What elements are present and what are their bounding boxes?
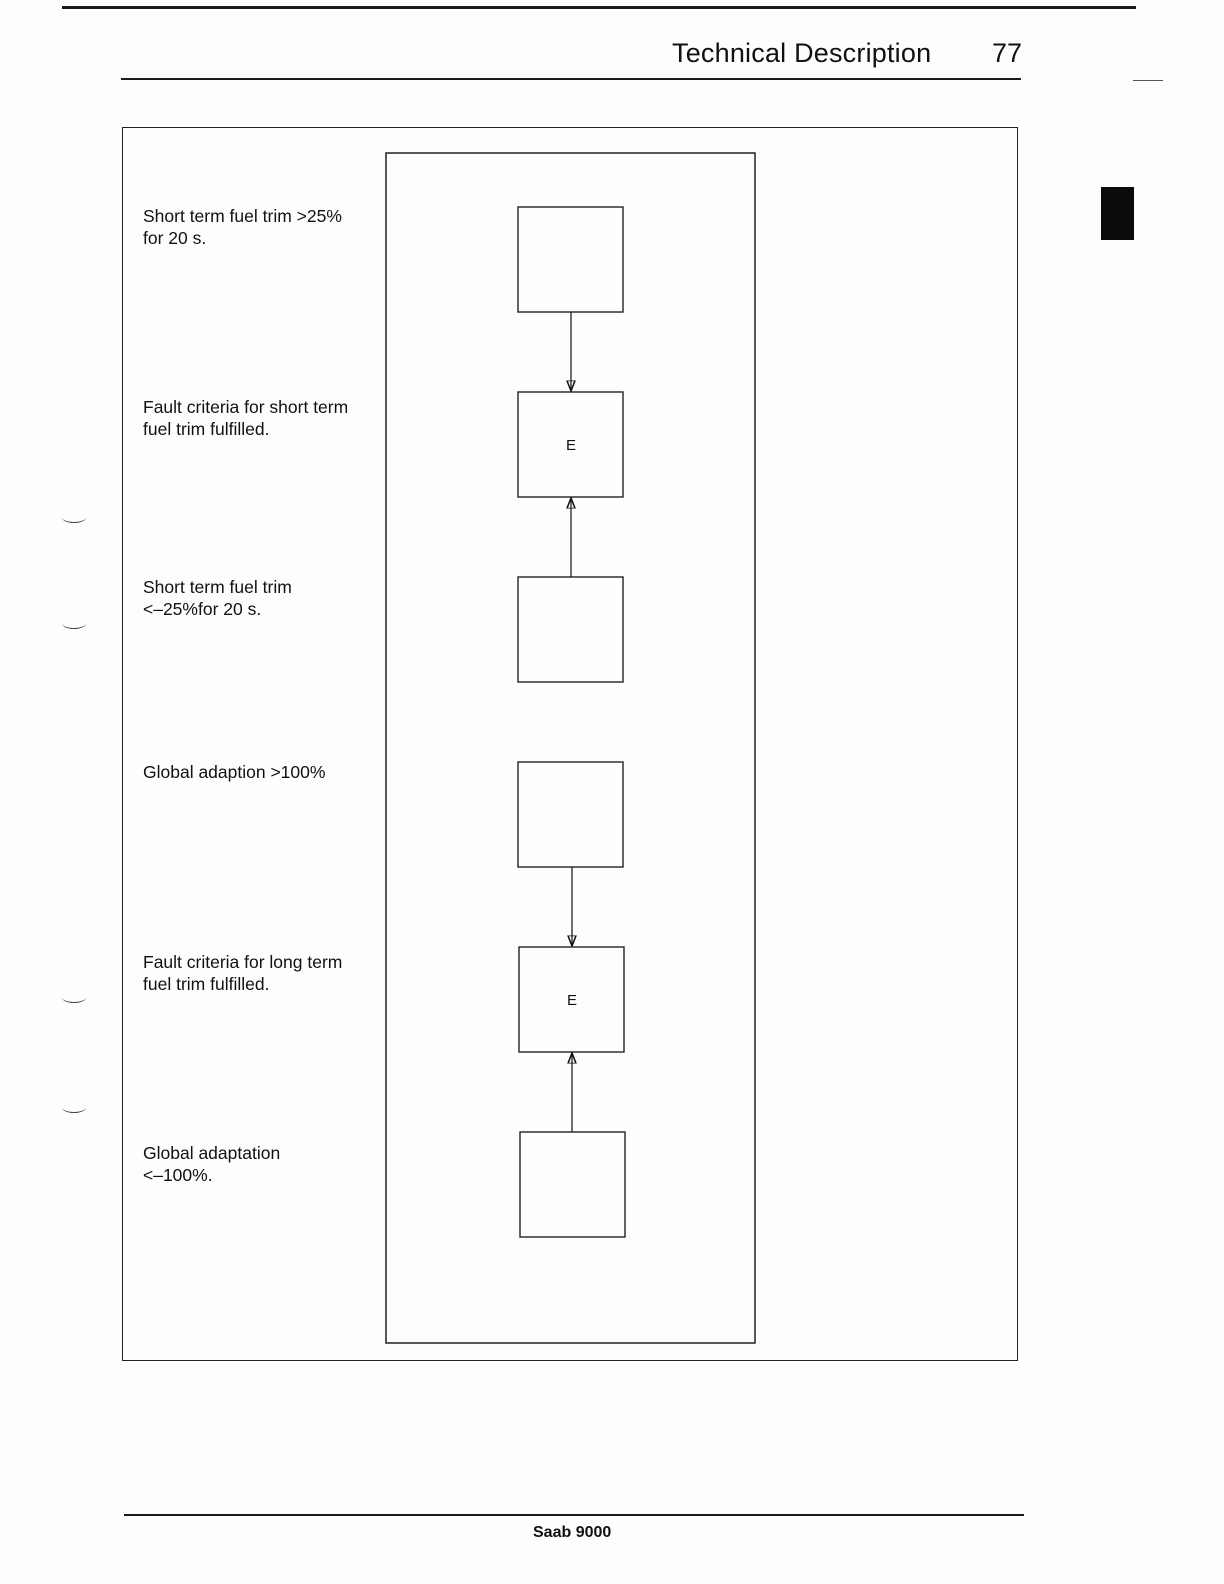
box-5-label: E [566,991,578,1009]
binder-hole-mark [62,992,86,1003]
margin-mark [1133,80,1163,81]
page-number: 77 [992,38,1023,68]
label-fault-long-term: Fault criteria for long term fuel trim fulfilled. [143,952,343,994]
label-short-trim-low: Short term fuel trim <–25%for 20 s. [143,577,292,619]
header-rule [121,78,1021,80]
box-4 [518,762,623,867]
section-thumb-tab [1101,187,1134,240]
flow-diagram [380,145,770,1355]
top-rule [62,6,1136,9]
page-title: Technical Description [672,38,932,68]
box-6 [520,1132,625,1237]
binder-hole-mark [62,512,86,523]
box-3 [518,577,623,682]
box-2-label: E [565,436,577,454]
footer-model-name: Saab 9000 [533,1524,612,1541]
label-global-adaptation-low: Global adaptation <–100%. [143,1143,281,1185]
box-1 [518,207,623,312]
box-2 [518,392,623,497]
footer-rule [124,1514,1024,1516]
binder-hole-mark [62,1102,86,1113]
label-global-adaption-high: Global adaption >100% [143,762,326,782]
binder-hole-mark [62,618,86,629]
label-fault-short-term: Fault criteria for short term fuel trim fulfilled. [143,397,349,439]
box-5 [519,947,624,1052]
label-short-trim-high: Short term fuel trim >25% for 20 s. [143,206,342,248]
